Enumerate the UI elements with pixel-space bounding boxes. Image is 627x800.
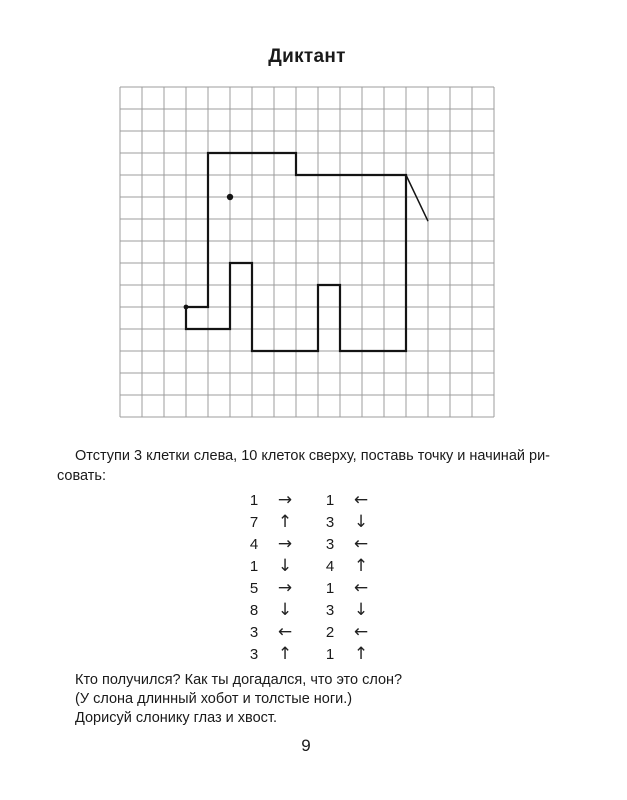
dictation-table — [245, 489, 376, 665]
questions-block — [57, 671, 577, 728]
step-count: 3 — [249, 623, 259, 641]
instructions-line-1: Отступи 3 клетки слева, 10 клеток сверху, поставь точку и начинай ри- — [75, 448, 551, 464]
step-count: 5 — [249, 579, 259, 597]
step-count: 4 — [325, 557, 335, 575]
step-arrow: → — [277, 578, 293, 598]
step-arrow: ← — [353, 578, 369, 598]
step-count: 1 — [325, 645, 335, 663]
step-arrow: ↑ — [353, 644, 369, 664]
step-arrow: → — [277, 534, 293, 554]
grid-figure-svg — [119, 86, 495, 418]
question-line-1: Кто получился? Как ты догадался, что это слон? — [75, 672, 403, 688]
dictation-row — [245, 511, 376, 533]
step-arrow: ↑ — [277, 512, 293, 532]
dictation-row — [245, 489, 376, 511]
step-count: 2 — [325, 623, 335, 641]
step-count: 3 — [249, 645, 259, 663]
step-arrow: ↑ — [353, 556, 369, 576]
step-count: 1 — [325, 491, 335, 509]
dictation-row — [245, 643, 376, 665]
step-arrow: ↓ — [353, 600, 369, 620]
grid-figure — [119, 86, 495, 423]
dictation-row — [245, 577, 376, 599]
dictation-row — [245, 555, 376, 577]
page-title: Диктант — [268, 46, 346, 67]
step-arrow: ↑ — [277, 644, 293, 664]
step-count: 1 — [325, 579, 335, 597]
instructions-paragraph — [57, 447, 577, 486]
step-arrow: ← — [353, 490, 369, 510]
page-number: 9 — [301, 736, 311, 755]
step-count: 3 — [325, 513, 335, 531]
dictation-row — [245, 533, 376, 555]
question-line-3: Дорисуй слонику глаз и хвост. — [75, 710, 277, 726]
dictation-row — [245, 621, 376, 643]
step-arrow: → — [277, 490, 293, 510]
step-arrow: ↓ — [277, 600, 293, 620]
step-count: 3 — [325, 535, 335, 553]
step-count: 8 — [249, 601, 259, 619]
step-arrow: ↓ — [277, 556, 293, 576]
step-arrow: ← — [277, 622, 293, 642]
dictation-row — [245, 599, 376, 621]
step-arrow: ← — [353, 622, 369, 642]
step-count: 1 — [249, 557, 259, 575]
step-arrow: ↓ — [353, 512, 369, 532]
step-count: 3 — [325, 601, 335, 619]
step-count: 4 — [249, 535, 259, 553]
question-line-2: (У слона длинный хобот и толстые ноги.) — [75, 691, 353, 707]
step-arrow: ← — [353, 534, 369, 554]
instructions-line-2: совать: — [57, 467, 106, 484]
step-count: 1 — [249, 491, 259, 509]
step-count: 7 — [249, 513, 259, 531]
